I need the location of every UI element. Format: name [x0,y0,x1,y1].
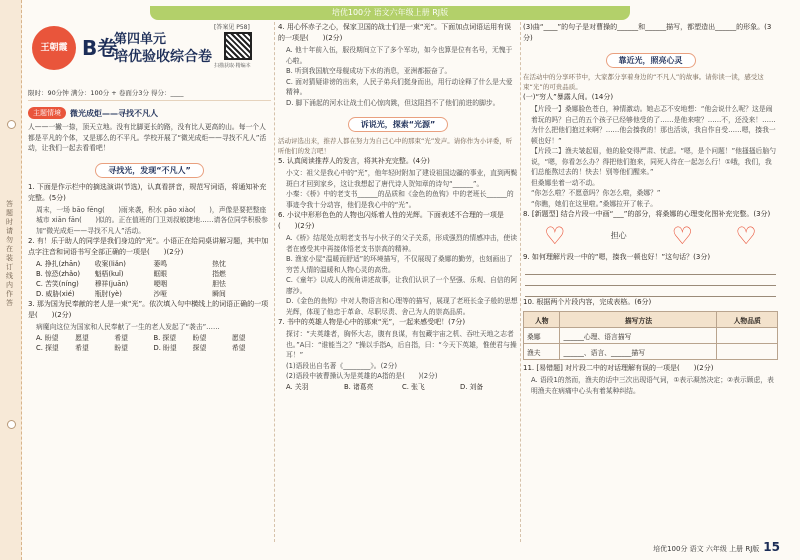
exam-meta: 限时：90分钟 满分：100分 + 卷面分3分 得分：____ [28,88,271,101]
table-cell: 渔夫 [524,344,560,360]
question-4: 4. 用心怀赤子之心，保家卫国的战士们是一束“光”。下面加点词语运用有误的一项是( )(2分) [278,23,512,42]
question-4-option-d[interactable]: D. 脚下涌起的河水让战士们心惊肉跳，但这阻挡不了他们前进的脚步。 [286,98,500,107]
question-4-option-c[interactable]: C. 面对猜疑诽谤的出来，人民子弟兵们挺身而出，用行动诠释了什么是大爱精神。 [286,77,513,96]
reading-title: (一)“穷人”暴露人间。(14分) [523,93,614,101]
question-3: 3. 那为国为民奉献的老人是一束“光”。依次填入句中横线上的词语正确的一项是( )(2分) [28,300,269,319]
option[interactable]: A. 关羽 [286,382,309,391]
punch-hole [7,120,16,129]
activity-note: 活动评选出来，推荐人都在努力为自己心中的那束“光”发声。请你作为小评委，听听他们的发言吧！ [278,137,513,155]
option[interactable]: C. 探望 [36,343,59,352]
question-6-option-b[interactable]: B. 渔家小屋“温暖而舒适”的环境描写，不仅展现了桑娜的勤劳，也刻画出了穷苦人情的温暖和人物心灵的高贵。 [286,255,513,274]
question-11-option-a[interactable]: A. 语段1的然而，渔夫的话中三次出现语气词，①表示凝然决定；②表示顾虑，表明渔夫在病痛中心头有着某种纠结。 [531,376,774,395]
question-6-option-d[interactable]: D.《金色的鱼钩》中对人物语言和心理等的描写，展现了老班长金子般的思想光辉，体现了他忠于革命、尽职尽责、舍己为人的崇高品质。 [286,297,518,316]
question-3-passage: 病魔向这位为国家和人民奉献了一生的老人发起了“袭击”…… [36,323,220,331]
table-cell[interactable] [717,344,778,360]
option: 穆祥(juān) [94,280,129,288]
unit-title: 第四单元 [114,32,167,47]
option: 哽咽 [153,280,168,288]
question-5-part-a: 小文：祖父是我心中的“光”，他年轻时附加了建设祖国边疆的事业，直到两鬓斑白才回到家乡，这让我想起了唐代诗人贺知章的诗句“______”。 [286,169,518,188]
option: 盼望 [114,343,128,352]
question-9: 9. 如何理解片段一中的“嗯，揍我一顿也好！”这句话？(3分) [523,253,711,261]
table-cell: 桑娜 [524,328,560,344]
question-5-part-b: 小秦：《桥》中的老支书______的品质和《金色的鱼钩》中的老班长______的事迹令我十分动容，他们是我心中的“光”。 [286,190,514,209]
brand-logo: 王朝霞 [32,26,76,70]
option[interactable]: A. 挣扎(zhān) [36,260,81,268]
qr-code[interactable] [224,32,252,60]
section-2-heading [278,112,518,132]
option: 眶眼 [153,270,168,278]
heart-icon[interactable]: ♡ [544,222,566,250]
reading-line: “你瞧，她们在这里啦。”桑娜拉开了帐子。 [531,199,657,208]
option: 盼望 [192,333,207,342]
option[interactable]: C. 苦笑(níng) [36,280,79,288]
option: 愿望 [75,333,89,342]
option: 热忱 [212,260,226,268]
reading-excerpt-1: 【片段一】桑娜脸色苍白，神情激动。她忐忑不安地想：“他会说什么呢？这是闹着玩的吗？自己的五个孩子已经够他受的了……是他来啦？……不，还没来！……为什么把他们抱过来啊？……他会揍我的！那也活该，我自作自受……嗯，揍我一顿也好！” [531,105,776,145]
section-3-title: 靠近光，照亮心灵 [606,53,696,68]
question-6-option-c[interactable]: C.《童年》以成人的视角讲述故事，让我们认识了一个坚强、乐观、自信的阿廖沙。 [286,276,518,295]
answer-ref: [答案见 P58] [214,24,250,31]
heart-icon[interactable]: ♡ [671,222,694,250]
page-footer [653,540,780,554]
option[interactable]: D. 刘备 [460,382,484,391]
top-banner: 培优100分 语文六年级上册 RJ版 [150,6,630,20]
column-divider [274,22,275,542]
question-7-sub-3: (3)曲“____”的句子是对曹操的______和______描写，都塑造出______的形象。(3分) [523,23,772,42]
heart-icon[interactable]: ♡ [735,222,757,250]
column-divider [520,22,521,542]
heart-diagram [523,224,778,248]
footer-text: 培优100分 语文 六年级 上册 RJ版 [653,545,760,553]
option[interactable]: D. 威胁(xié) [36,290,75,298]
option: 沙哑 [153,290,168,298]
reading-guide: 在活动中的分享环节中，大家都分享着身边的“不凡人”的故事。请你读一读，感受这束“光”的可贵品质。 [523,73,764,91]
option: 萎鸣 [153,260,168,268]
table-cell[interactable] [717,328,778,344]
option: 愿望 [231,333,246,342]
volume-tag: B卷 [82,36,118,60]
option: 胆怯 [212,280,226,288]
exam-title: 培优验收综合卷 [114,49,212,65]
question-7-sub-1: (1)语段出自名著《________》。(2分) [286,361,398,370]
question-5: 5. 认真阅读推荐人的发言，将其补充完整。(4分) [278,157,430,165]
theme-tag: 主题情境 [28,107,66,119]
binding-margin [0,0,22,560]
section-3-heading [523,48,778,68]
question-7-sub-2: (2)语段中被曹操认为是英雄的A指的是( )(2分) [286,372,438,380]
question-3-options [28,333,271,353]
option[interactable]: C. 张飞 [402,382,425,391]
question-2: 2. 有！乐于助人的同学是我们身边的“光”。小语正在给同桌讲解习题，其中加点字注音和词语书写全部正确的一项是( )(2分) [28,237,269,256]
binding-label: 答题时请勿在装订线内作答 [6,200,13,307]
question-4-option-b[interactable]: B. 听到我国航空母舰成功下水的消息，亚洲都振奋了。 [286,67,452,75]
column-left [28,22,271,353]
table-cell[interactable]: ______心理、语言描写 [560,328,717,344]
table-header: 人物 [524,312,560,328]
option: 希望 [114,333,128,342]
table-header: 描写方法 [560,312,717,328]
option: 瞬间 [212,290,226,298]
table-header: 人物品质 [717,312,778,328]
column-right [523,22,778,396]
theme-text: 微光成炬——寻找不凡人 [70,108,158,118]
theme-bar [28,107,271,119]
heart-center-label: 担心 [610,231,627,240]
punch-hole [7,420,16,429]
option: 希望 [75,343,89,352]
question-7: 7. 书中的英雄人物是心中的那束“光”，一起来感受吧！(7分) [278,318,466,326]
table-cell[interactable]: ______、语言、______描写 [560,344,717,360]
section-1-title: 寻找光，发现“不凡人” [95,163,204,178]
section-2-title: 诉说光，探索“光源” [348,117,449,132]
reading-excerpt-2: 【片段二】渔夫皱起眉，他的脸变得严肃、忧虑。“嗯，是个问题！”他搔搔后脑勺说，“嗯，你看怎么办？得把他们抱来，同死人待在一起怎么行！①哦，我们，我们总能熬过去的！快去！别等他们醒来。” [531,147,776,176]
column-middle [278,22,518,392]
option: 希望 [231,343,246,352]
question-2-options [28,259,271,299]
scan-hint: 扫描获取·精编本 [214,63,251,69]
option[interactable]: B. 探望 [153,333,177,342]
option: 指燃 [212,270,226,278]
option[interactable]: D. 盼望 [153,343,177,352]
question-6-option-a[interactable]: A.《桥》结尾处点明老支书与小伙子的父子关系，形成强烈的情感冲击，使读者在感受其中再接体悟老支书崇高的精神。 [286,234,517,253]
option: 收案(liǎn) [94,260,126,268]
answer-lines[interactable] [523,264,778,297]
question-11: 11. [易错题] 对片段二中的对话理解有误的一项是( )(2分) [523,364,714,372]
reading-line: “你怎么啦？不愿意吗？你怎么啦，桑娜？” [531,189,661,197]
question-10: 10. 根据两个片段内容，完成表格。(6分) [523,298,652,306]
question-7-passage: 探讨：“夫英雄者，胸怀大志，腹有良谋，有包藏宇宙之机、吞吐天地之志者也。”A曰：“谁能当之？”操以手指A，后自指，曰：“今天下英雄，惟使君与操耳！” [286,330,517,359]
question-10-table [523,311,778,360]
question-4-option-a[interactable]: A. 他十年前入伍，服役期间立下了多个军功，如今也算是位有名号，无愧于心啦。 [286,46,513,65]
reading-line: 但桑娜坐着一动不动。 [531,178,599,187]
option[interactable]: B. 诸葛亮 [344,382,374,391]
question-7-options [278,382,518,392]
table-row [524,344,778,360]
question-1-passage: 周末，一场 bāo fēng( )雨来袭，积水 pāo xiào( )，声像是要把整座城市 xiān fān( )似的。正在值班的门卫刘叔敏捷地……请各位同学积极参加“微光成炬——寻找不凡人”活动。 [36,205,268,235]
page-number: 15 [763,540,780,554]
question-1: 1. 下面是作示栏中的摘选演讲(节选)，认真看拼音，规范写词语，将通知补充完整。(5分) [28,182,267,202]
question-6: 6. 小议中形形色色的人物也闪烁着人性的光辉。下面表述不合理的一项是( )(2分) [278,211,504,230]
option[interactable]: A. 盼望 [36,333,59,342]
option[interactable]: B. 惊恐(zhǎo) [36,270,81,278]
question-8: 8. [新题型] 结合片段一中画“___”的部分，将桑娜的心理变化图补充完整。(3分) [523,210,771,218]
option: 探望 [192,343,207,352]
intro-paragraph: 人——一撇一捺，顶天立地。没有比脚更长的路，没有比人更高的山。每一个人都是平凡的个体，又是那么的不平凡。学校开展了“微光成炬——寻找不凡人”活动，让我们一起去看看吧！ [28,123,267,152]
option: 瓶肘(yè) [94,290,122,298]
exam-header [28,22,271,86]
section-1-heading [28,158,271,178]
table-row [524,328,778,344]
option: 魁梧(kuǐ) [94,270,124,278]
